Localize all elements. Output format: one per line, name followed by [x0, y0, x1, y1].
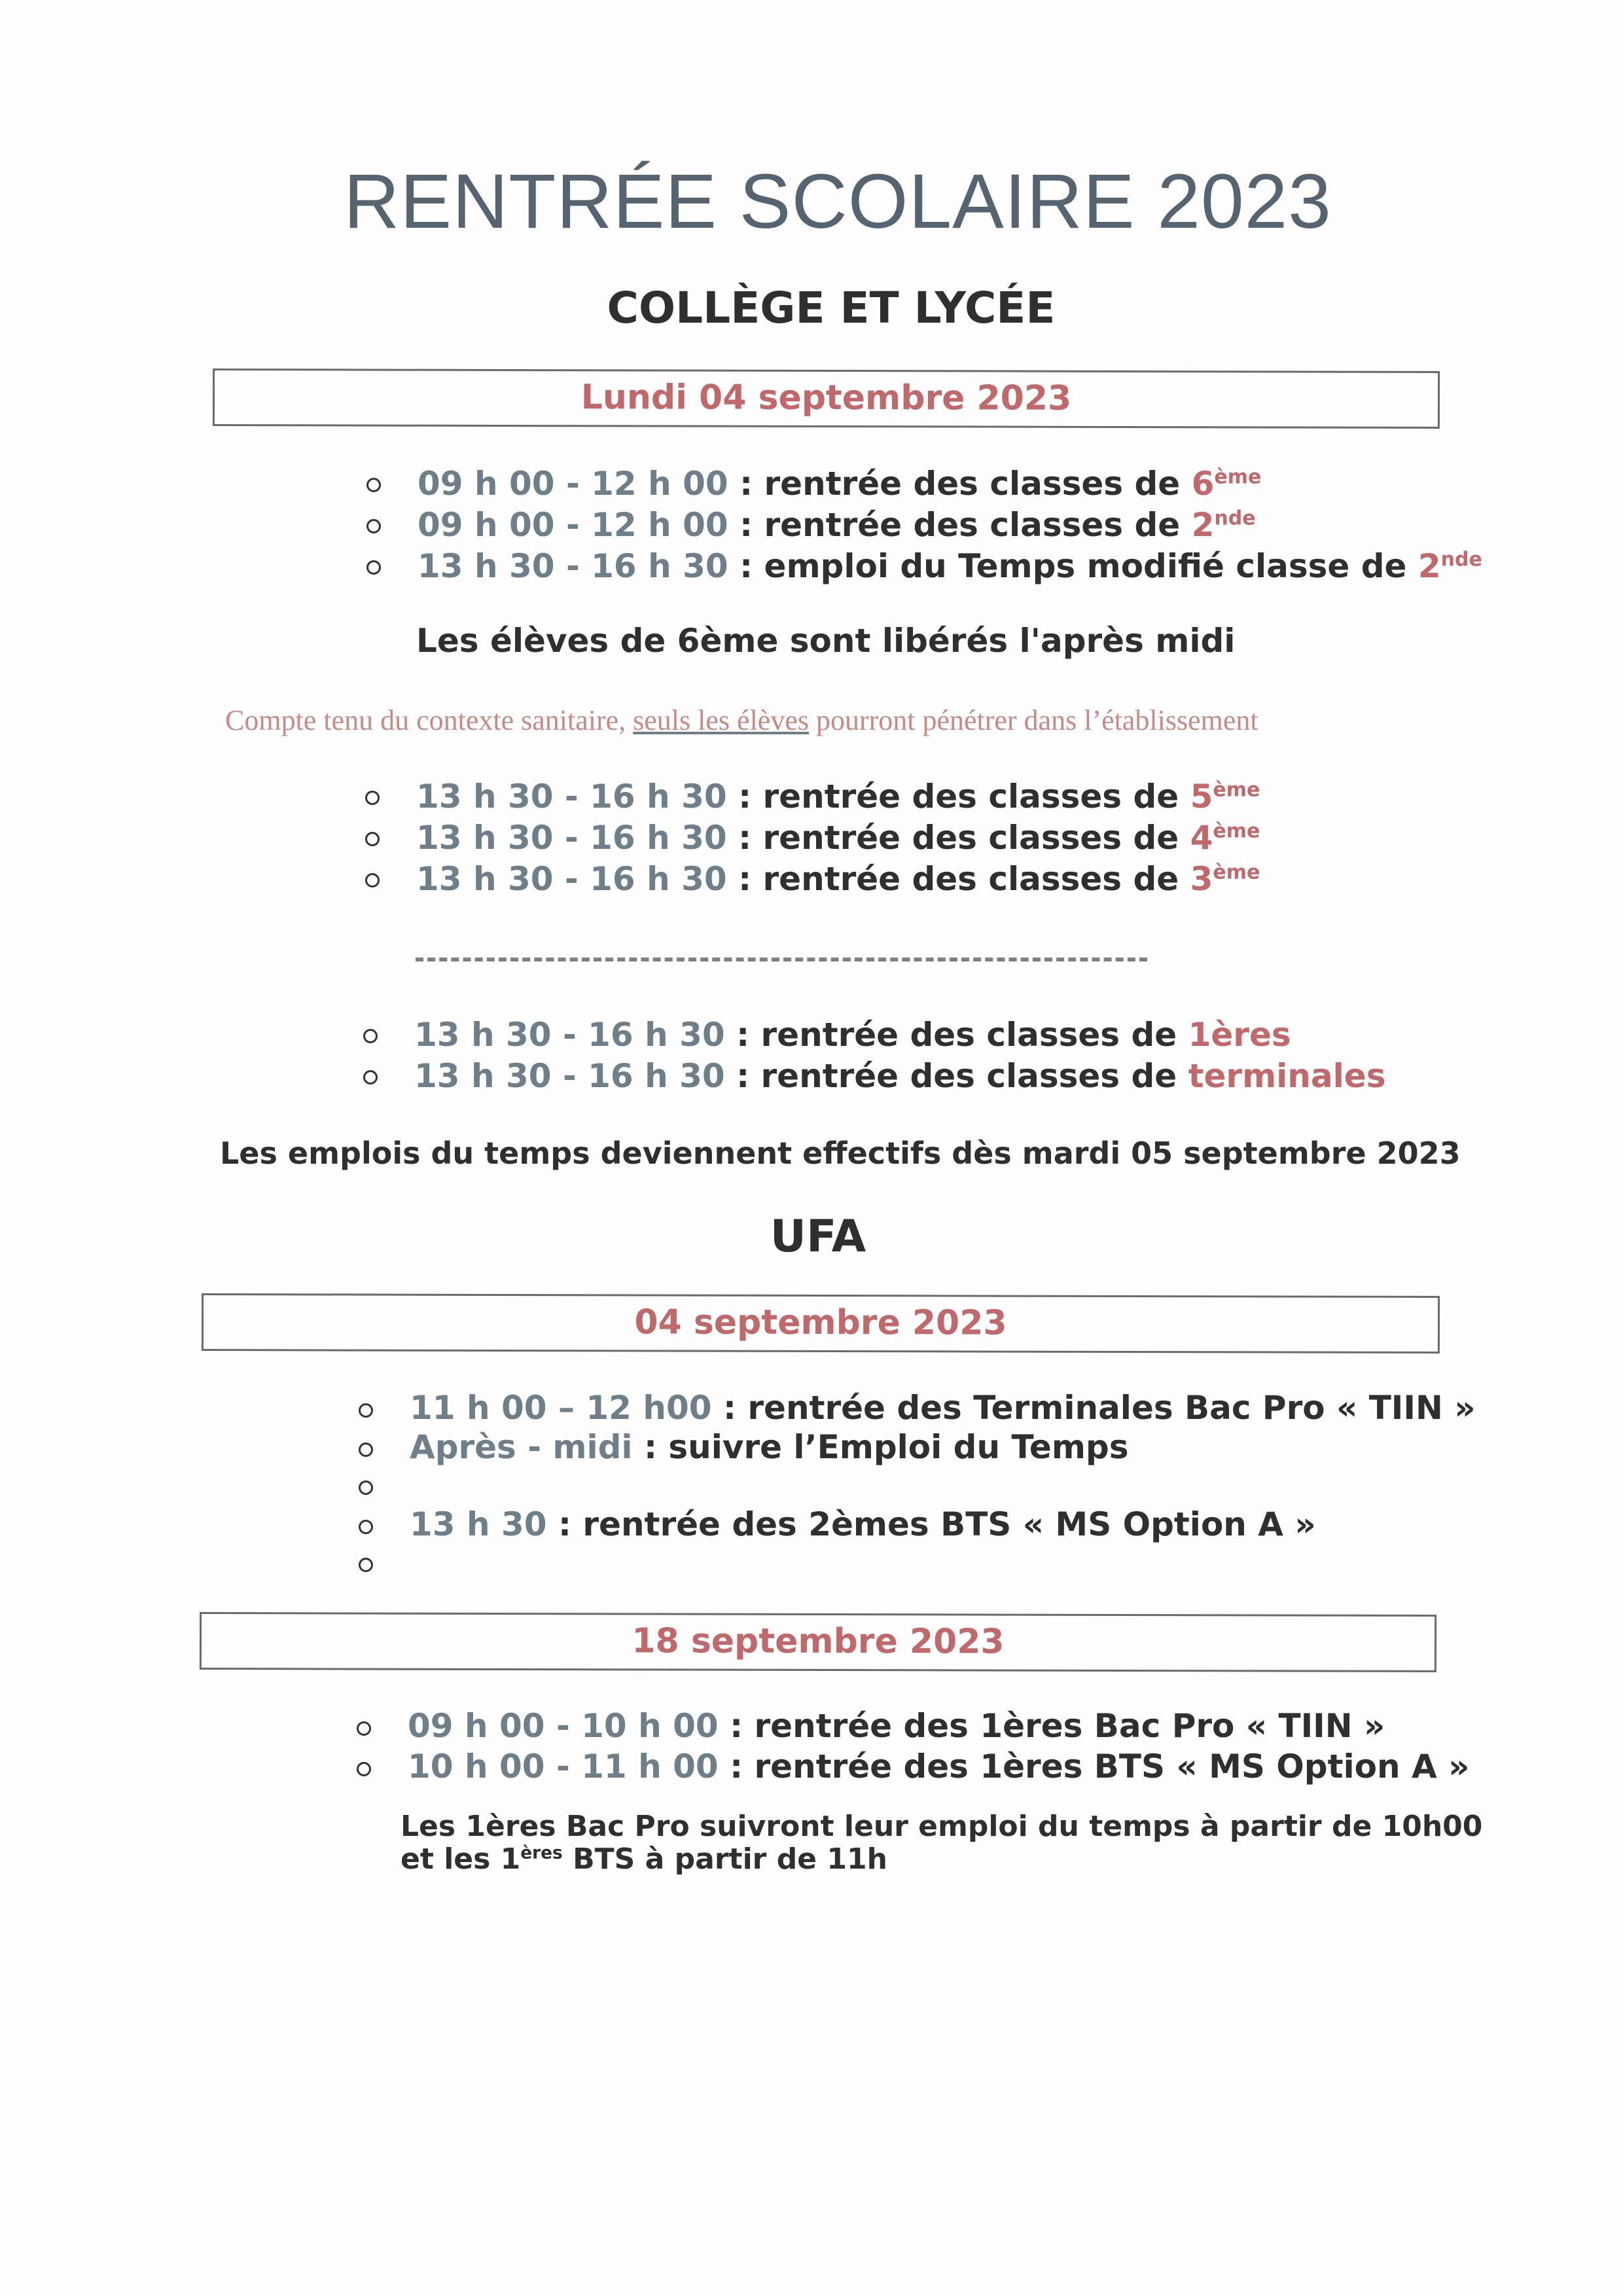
bullet-icon: [365, 873, 380, 888]
bullet-icon: [363, 1070, 378, 1085]
college-date-text: Lundi 04 septembre 2023: [580, 378, 1072, 418]
final-note-line2-b: BTS à partir de 11h: [562, 1842, 887, 1876]
ufa-date-box-2: [200, 1612, 1436, 1672]
final-note-line2-sup: ères: [520, 1842, 563, 1863]
class-level-sup: nde: [1214, 507, 1256, 530]
sanitary-note-after: pourront pénétrer dans l’établissement: [808, 704, 1258, 736]
item-text: : emploi du Temps modifié classe de: [728, 547, 1418, 585]
item-text: : rentrée des classes de: [724, 1057, 1188, 1095]
bullet-icon: [359, 1480, 373, 1495]
item-text: : rentrée des 1ères Bac Pro « TIIN »: [718, 1707, 1385, 1745]
class-level-sup: ème: [1213, 861, 1260, 884]
time-range: Après - midi: [410, 1428, 633, 1466]
item-text: : rentrée des classes de: [728, 506, 1192, 544]
sanitary-note-underlined: seuls les élèves: [633, 704, 809, 736]
page-title: RENTRÉE SCOLAIRE 2023: [344, 158, 1332, 245]
class-level-sup: nde: [1440, 548, 1482, 571]
item-text: : suivre l’Emploi du Temps: [632, 1428, 1129, 1466]
time-range: 09 h 00 - 10 h 00: [408, 1707, 719, 1745]
class-level: 3: [1190, 860, 1213, 898]
class-level: terminales: [1188, 1057, 1386, 1095]
bullet-icon: [366, 478, 381, 492]
bullet-icon: [357, 1721, 371, 1736]
class-level: 1ères: [1188, 1016, 1291, 1054]
bullet-icon: [366, 519, 381, 533]
time-range: 09 h 00 - 12 h 00: [418, 465, 728, 503]
final-note-line2: [401, 1842, 887, 1876]
class-level: 6: [1191, 465, 1215, 503]
bullet-icon: [366, 560, 381, 575]
bullet-icon: [359, 1558, 373, 1572]
time-range: 13 h 30 - 16 h 30: [416, 819, 727, 857]
bullet-icon: [359, 1520, 373, 1534]
college-heading: COLLÈGE ET LYCÉE: [607, 283, 1056, 333]
time-range: 13 h 30: [410, 1505, 547, 1543]
item-text: : rentrée des 2èmes BTS « MS Option A »: [546, 1505, 1316, 1543]
time-range: 13 h 30 - 16 h 30: [416, 778, 727, 816]
item-text: : rentrée des classes de: [728, 465, 1192, 503]
class-level-sup: ème: [1213, 819, 1260, 843]
class-level-sup: ème: [1213, 778, 1260, 802]
final-note-line2-a: et les 1: [401, 1842, 521, 1876]
time-range: 13 h 30 - 16 h 30: [414, 1057, 725, 1095]
time-range: 11 h 00 – 12 h00: [410, 1389, 712, 1427]
item-text: : rentrée des classes de: [724, 1016, 1188, 1054]
class-level: 5: [1190, 778, 1213, 816]
ufa-date-text-1: 04 septembre 2023: [634, 1302, 1007, 1343]
time-range: 09 h 00 - 12 h 00: [418, 506, 728, 544]
effective-note: Les emplois du temps deviennent effectifs dès mardi 05 septembre 2023: [220, 1136, 1461, 1171]
time-range: 13 h 30 - 16 h 30: [416, 860, 727, 898]
ufa-heading: UFA: [770, 1211, 866, 1263]
time-range: 10 h 00 - 11 h 00: [408, 1748, 719, 1785]
item-text: : rentrée des classes de: [726, 819, 1190, 857]
item-text: : rentrée des classes de: [726, 860, 1190, 898]
bullet-icon: [365, 832, 380, 846]
ufa-date-box-1: [202, 1293, 1440, 1354]
bullet-icon: [359, 1403, 373, 1418]
item-text: : rentrée des classes de: [726, 778, 1190, 816]
college-date-box: [213, 368, 1440, 429]
item-text: : rentrée des Terminales Bac Pro « TIIN »: [711, 1389, 1476, 1427]
sanitary-note-before: Compte tenu du contexte sanitaire,: [225, 704, 633, 736]
bullet-icon: [365, 791, 380, 805]
bullet-icon: [359, 1443, 373, 1457]
bullet-icon: [357, 1762, 371, 1776]
final-note-line1: Les 1ères Bac Pro suivront leur emploi du temps à partir de 10h00: [401, 1810, 1483, 1843]
sanitary-note: [225, 704, 1258, 737]
time-range: 13 h 30 - 16 h 30: [414, 1016, 725, 1054]
ufa-date-text-2: 18 septembre 2023: [632, 1621, 1005, 1662]
time-range: 13 h 30 - 16 h 30: [418, 547, 728, 585]
bullet-icon: [363, 1029, 378, 1043]
class-level: 2: [1191, 506, 1215, 544]
class-level: 4: [1190, 819, 1213, 857]
note-6eme: Les élèves de 6ème sont libérés l'après midi: [416, 622, 1236, 660]
dashed-separator: [416, 958, 1147, 961]
class-level-sup: ème: [1214, 465, 1262, 489]
class-level: 2: [1418, 547, 1441, 585]
item-text: : rentrée des 1ères BTS « MS Option A »: [718, 1748, 1470, 1785]
